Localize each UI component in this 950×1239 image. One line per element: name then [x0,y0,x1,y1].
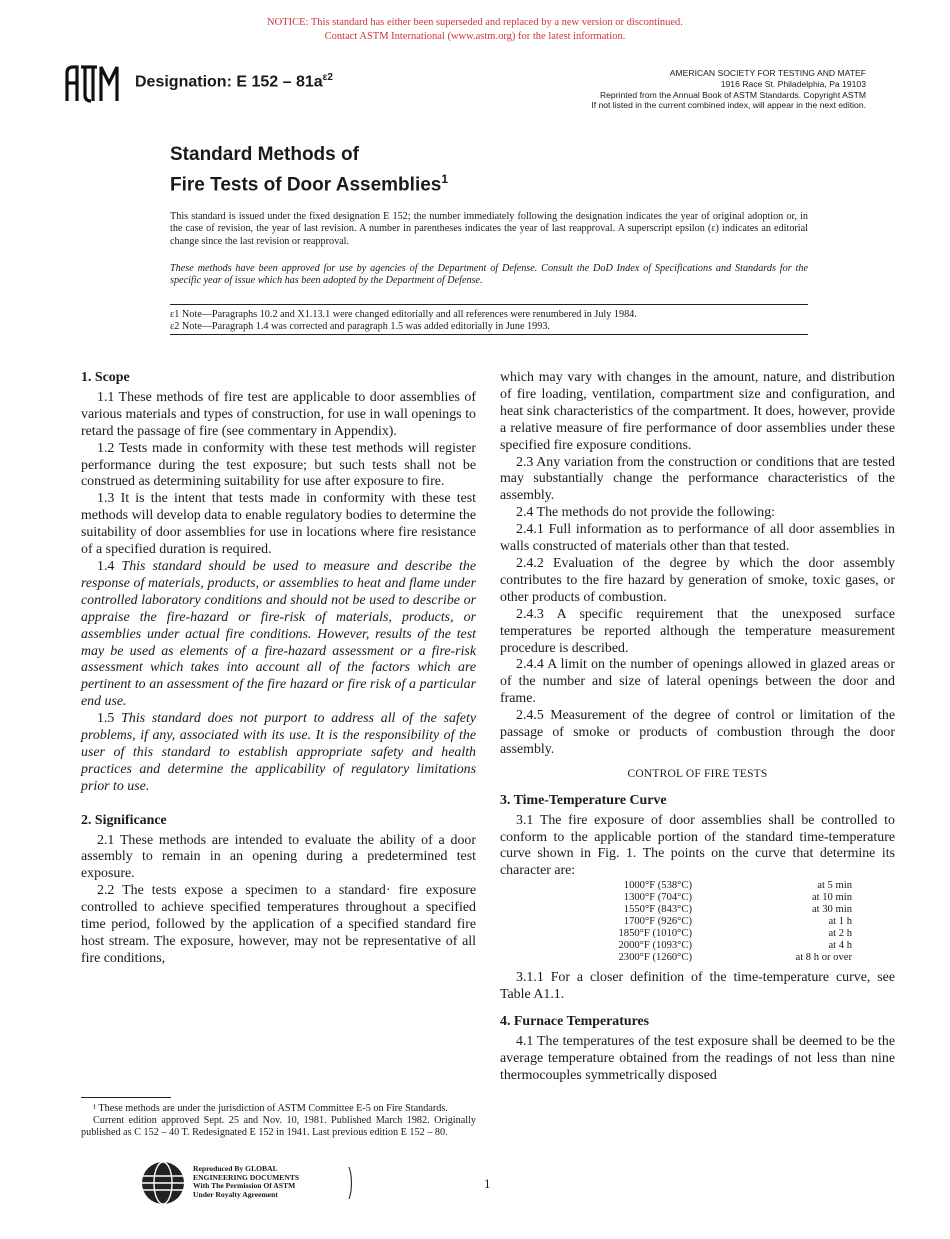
dod-statement: These methods have been approved for use by agencies of the Department of Defense. Consult the DoD Index of Specifications and Standards for the specific year of issue which has been adopted by the Department of Defense. [170,263,808,287]
astm-logo-icon [63,63,125,105]
paragraph-2-4-3: 2.4.3 A specific requirement that the unexposed surface temperatures be reported although the temperature measurement procedure is described. [500,606,895,656]
curve-temperature: 1700°F (926°C) [623,916,692,928]
paragraph-4-1: 4.1 The temperatures of the test exposure shall be deemed to be the average temperature obtained from the readings of not less than nine thermocouples symmetrically disposed [500,1034,895,1083]
editorial-notes [170,309,808,334]
editorial-note-1: ε1 Note—Paragraphs 10.2 and X1.13.1 were changed editorially and all references were renumbered in July 1984. [170,309,637,320]
curve-time: at 2 h [828,928,852,940]
paragraph-2-4-1: 2.4.1 Full information as to performance of all door assemblies in walls constructed of materials other than that tested. [500,522,895,555]
credit-line: Under Royalty Agreement [193,1189,278,1199]
editorial-note-2: ε2 Note—Paragraph 1.4 was corrected and paragraph 1.5 was added editorially in June 1993. [170,321,550,333]
section-heading-scope: 1. Scope [81,370,130,385]
curve-time: at 5 min [817,880,852,892]
brace-mark-icon: ) [348,1162,353,1200]
footnote-2: Current edition approved Sept. 25 and Nov. 10, 1981. Published March 1982. Originally published as C 152 – 40 T. Redesignated E 152 in 1941. Last previous edition E 152 – 80. [81,1115,476,1139]
curve-temperature: 2300°F (1260°C) [618,952,692,964]
paragraph-2-1: 2.1 These methods are intended to evaluate the ability of a door assembly to remain in an opening during a predetermined test exposure. [81,832,476,882]
curve-point-row [600,916,852,928]
publisher-line: AMERICAN SOCIETY FOR TESTING AND MATEF [669,68,866,78]
curve-point-row [600,928,852,940]
paragraph-1-4 [81,559,476,711]
curve-points-table [600,880,852,964]
footnote-1: ¹ These methods are under the jurisdiction of ASTM Committee E-5 on Fire Standards. [93,1103,448,1114]
paragraph-number: 1.5 [97,711,122,727]
paragraph-text: This standard does not purport to address all of the safety problems, if any, associated with its use. It is the responsibility of the user of this standard to establish appropriate safety and health practices and determine the applicability of regulatory limitations prior to use. [81,711,476,794]
paragraph-text: This standard should be used to measure and describe the response of materials, products, or assemblies to heat and flame under controlled laboratory conditions and should not be used to describe or appraise the fire-hazard or fire-risk of materials, products, or assemblies under actual fire conditions. However, results of the test may be used as elements of a fire-hazard assessment or a fire-risk assessment which takes into account all of the factors which are pertinent to an assessment of the fire hazard or fire risk of a particular end use. [81,558,476,710]
publisher-line: If not listed in the current combined index, will appear in the next edition. [591,100,866,111]
paragraph-1-2: 1.2 Tests made in conformity with these test methods will register performance during the test exposure; but such tests shall not be construed as determining suitability for use after exposure to fire. [81,440,476,490]
paragraph-3-1-1: 3.1.1 For a closer definition of the time-temperature curve, see Table A1.1. [500,970,895,1003]
superseded-notice [0,16,950,44]
credit-line: Reproduced By GLOBAL [193,1164,278,1173]
page-number: 1 [484,1176,491,1191]
curve-time: at 10 min [811,892,852,904]
left-column [81,370,476,968]
footnotes [81,1103,476,1140]
curve-temperature: 2000°F (1093°C) [618,940,692,952]
curve-point-row [600,952,852,964]
curve-point-row [600,892,852,904]
paragraph-2-4-5: 2.4.5 Measurement of the degree of control or limitation of the passage of smoke or products of combustion through the door assembly. [500,708,895,757]
designation [135,72,333,91]
curve-temperature: 1300°F (704°C) [623,892,692,904]
curve-temperature: 1000°F (538°C) [623,880,692,892]
publisher-line: 1916 Race St. Philadelphia, Pa 19103 [720,78,866,89]
right-column [500,370,895,1085]
document-title [170,142,448,197]
paragraph-2-4-4: 2.4.4 A limit on the number of openings allowed in glazed areas or of the number and size of lateral openings between the door and frame. [500,657,895,707]
section-heading-furnace: 4. Furnace Temperatures [500,1014,650,1030]
global-seal-icon [140,1160,186,1206]
section-heading-significance: 2. Significance [81,812,167,828]
publisher-line: Reprinted from the Annual Book of ASTM Standards. Copyright ASTM [599,89,866,100]
title-line-2: Fire Tests of Door Assemblies [170,174,442,196]
divider [170,304,808,305]
notice-line-2: Contact ASTM International (www.astm.org) for the latest information. [324,31,626,42]
curve-temperature: 1850°F (1010°C) [618,928,692,940]
paragraph-1-1: 1.1 These methods of fire test are applicable to door assemblies of various materials and types of construction, for use in wall openings to retard the passage of fire (see commentary in Appendix). [81,389,476,439]
curve-time: at 30 min [811,904,852,916]
divider [170,334,808,335]
reproduction-credit [193,1165,299,1199]
issuance-statement: This standard is issued under the fixed designation E 152; the number immediately following the designation indicates the year of original adoption or, in the case of revision, the year of last revision. A number in parentheses indicates the year of last reapproval. A superscript epsilon (ε) indicates an editorial change since the last revision or reapproval. [170,211,808,247]
designation-text: Designation: E 152 – 81a [135,73,323,91]
title-line-1: Standard Methods of [170,144,359,165]
paragraph-2-4: 2.4 The methods do not provide the following: [516,505,776,521]
designation-superscript: ε2 [322,72,333,83]
section-heading-time-temperature: 3. Time-Temperature Curve [500,792,667,808]
footnote-divider [81,1097,171,1098]
control-heading: CONTROL OF FIRE TESTS [627,767,768,780]
title-footnote-mark: 1 [441,172,449,186]
curve-time: at 8 h or over [795,952,852,964]
curve-temperature: 1550°F (843°C) [623,904,692,916]
paragraph-2-2: 2.2 The tests expose a specimen to a standard· fire exposure controlled to achieve specified temperatures throughout a specified time period, followed by the application of a specified standard fire host stream. The exposure, however, may not be representative of all fire conditions, [81,883,476,966]
curve-point-row [600,880,852,892]
curve-time: at 4 h [828,940,852,952]
paragraph-number: 1.4 [97,558,122,574]
paragraph-2-3: 2.3 Any variation from the construction or conditions that are tested may substantially change the performance characteristics of the assembly. [500,454,895,504]
paragraph-1-5 [81,711,476,796]
paragraph-1-3: 1.3 It is the intent that tests made in conformity with these test methods will develop data to enable regulatory bodies to determine the suitability of door assemblies for use in locations where fire resistance of a specified duration is required. [81,491,476,558]
paragraph-3-1: 3.1 The fire exposure of door assemblies shall be controlled to conform to the applicable portion of the standard time-temperature curve shown in Fig. 1. The points on the curve that determine its character are: [500,812,895,879]
curve-time: at 1 h [828,916,852,928]
credit-line: ENGINEERING DOCUMENTS [193,1172,300,1182]
curve-point-row [600,940,852,952]
credit-line: With The Permission Of ASTM [193,1181,296,1191]
paragraph-2-2-continued: which may vary with changes in the amount, nature, and distribution of fire loading, ventilation, compartment size and configuration, and heat sink characteristics of the compartment. It does, however, provide a relative measure of fire performance of door assemblies under these specified fire exposure conditions. [500,370,895,453]
notice-line-1: NOTICE: This standard has either been superseded and replaced by a new version or discontinued. [267,17,683,28]
curve-point-row [600,904,852,916]
paragraph-2-4-2: 2.4.2 Evaluation of the degree by which the door assembly contributes to the fire hazard by generation of smoke, toxic gases, or other products of combustion. [500,555,895,605]
publisher-block [526,68,866,111]
